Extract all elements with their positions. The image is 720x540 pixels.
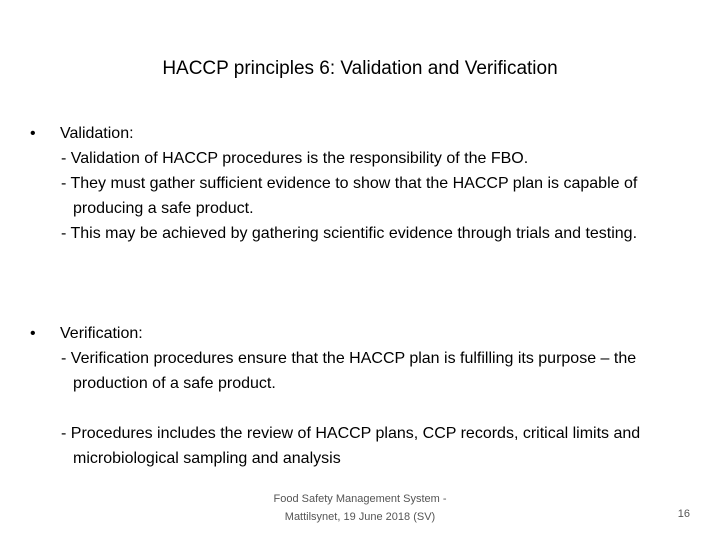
verification-spacer: [30, 396, 700, 421]
validation-heading: Validation:: [60, 125, 134, 142]
footer-line-1: Food Safety Management System -: [273, 493, 447, 505]
validation-item-evidence: - They must gather sufficient evidence to show that the HACCP plan is capable of producing a safe product.: [61, 175, 638, 217]
slide-title: HACCP principles 6: Validation and Verification: [162, 58, 558, 79]
bullet-icon: •: [30, 125, 36, 142]
bullet-icon: •: [30, 325, 36, 342]
verification-heading: Verification:: [60, 325, 143, 342]
page-number: 16: [677, 508, 690, 520]
validation-item-scientific: - This may be achieved by gathering scientific evidence through trials and testing.: [61, 225, 638, 242]
validation-item-responsibility: - Validation of HACCP procedures is the responsibility of the FBO.: [61, 150, 529, 167]
verification-item-purpose: - Verification procedures ensure that the HACCP plan is fulfilling its purpose – the production of a safe product.: [61, 350, 637, 392]
validation-bullet-row: [30, 121, 700, 146]
verification-bullet-row: [30, 321, 700, 346]
footer-line-2: Mattilsynet, 19 June 2018 (SV): [284, 511, 436, 523]
slide-footer: [250, 490, 470, 526]
validation-section: [30, 121, 700, 246]
verification-section: [30, 321, 700, 471]
verification-item-procedures: - Procedures includes the review of HACCP plans, CCP records, critical limits and microbiological sampling and analysis: [61, 425, 641, 467]
